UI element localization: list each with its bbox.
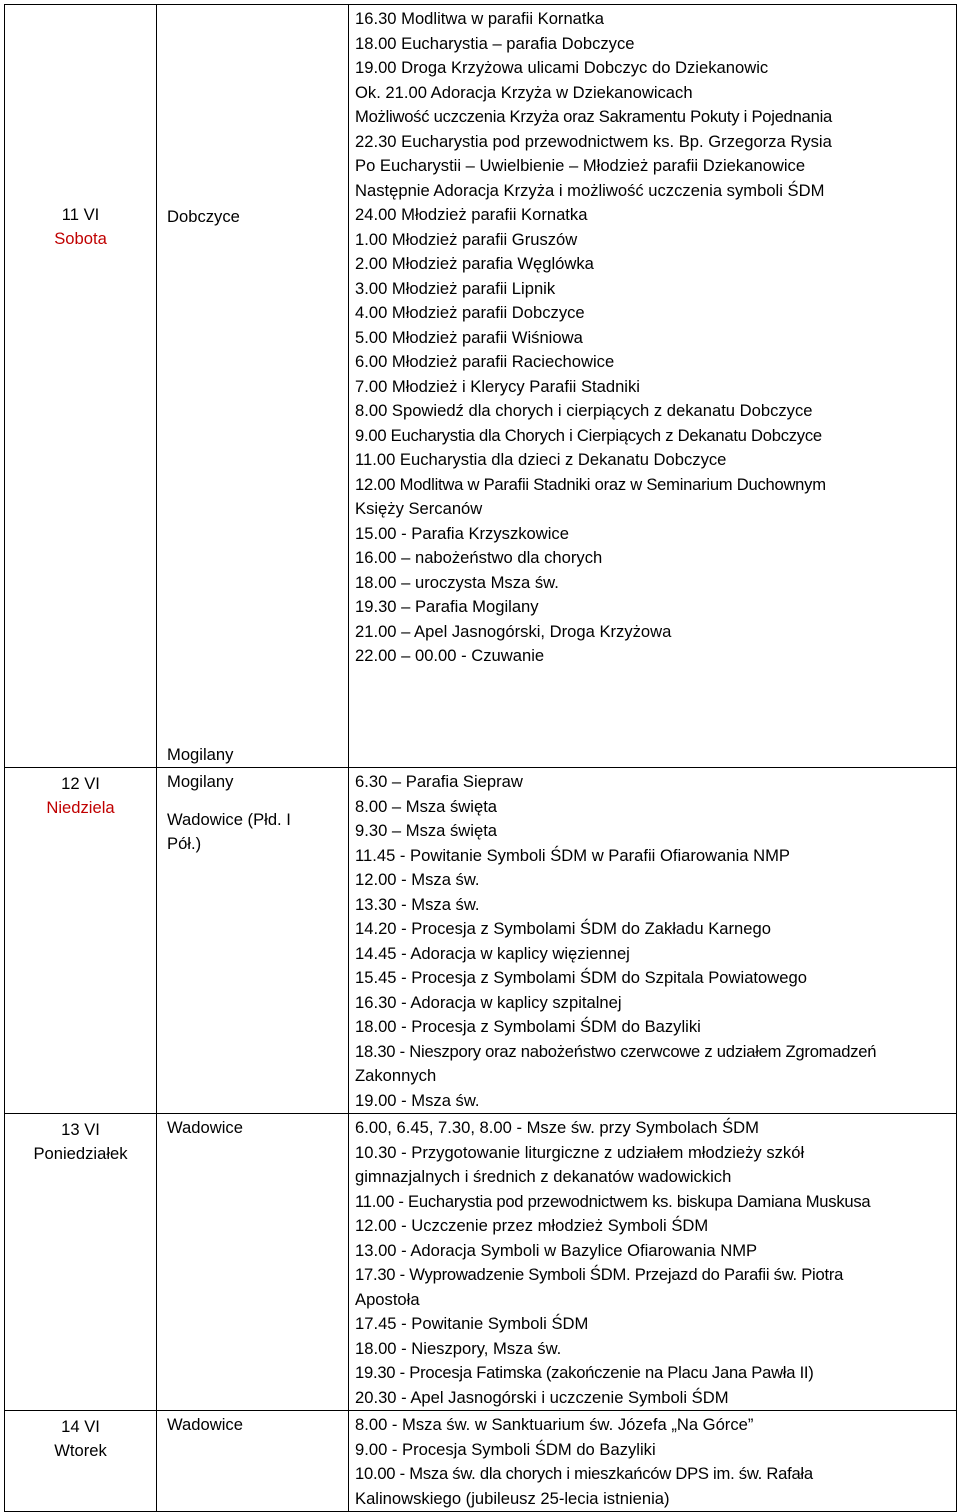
- place-name: Wadowice (Płd. I: [167, 810, 291, 829]
- event-line: 17.30 - Wyprowadzenie Symboli ŚDM. Przejazd do Parafii św. Piotra: [355, 1265, 844, 1284]
- place-name: Dobczyce: [167, 207, 240, 226]
- event-line: 5.00 Młodzież parafii Wiśniowa: [355, 327, 583, 347]
- event-line: 18.30 - Nieszpory oraz nabożeństwo czerwcowe z udziałem Zgromadzeń: [355, 1041, 877, 1061]
- place-name: Pół.): [167, 834, 202, 853]
- event-line: 21.00 – Apel Jasnogórski, Droga Krzyżowa: [355, 621, 672, 641]
- event-line: Możliwość uczczenia Krzyża oraz Sakramentu Pokuty i Pojednania: [355, 107, 833, 126]
- event-line: 15.00 - Parafia Krzyszkowice: [355, 523, 569, 543]
- day-name: Poniedziałek: [33, 1144, 128, 1163]
- event-line: 14.20 - Procesja z Symbolami ŚDM do Zakładu Karnego: [355, 919, 771, 938]
- day-row: [5, 1114, 957, 1411]
- day-date: 13 VI: [61, 1120, 100, 1139]
- event-line: 10.00 - Msza św. dla chorych i mieszkańców DPS im. św. Rafała: [355, 1464, 813, 1483]
- event-line: 11.00 - Eucharystia pod przewodnictwem ks. biskupa Damiana Muskusa: [355, 1191, 871, 1211]
- event-line: 15.45 - Procesja z Symbolami ŚDM do Szpitala Powiatowego: [355, 968, 807, 987]
- event-line: 12.00 Modlitwa w Parafii Stadniki oraz w Seminarium Duchownym: [355, 474, 826, 494]
- events-cell: [349, 1411, 957, 1512]
- event-line: 14.45 - Adoracja w kaplicy więziennej: [355, 943, 630, 963]
- events-cell: [349, 1114, 957, 1411]
- day-row: [5, 1411, 957, 1512]
- event-line: 17.45 - Powitanie Symboli ŚDM: [355, 1314, 589, 1333]
- event-line: 12.00 - Msza św.: [355, 870, 480, 889]
- day-cell: [5, 1411, 157, 1512]
- event-line: 9.00 - Procesja Symboli ŚDM do Bazyliki: [355, 1439, 656, 1459]
- place-cell: [157, 768, 349, 1114]
- place-cell: [157, 1114, 349, 1411]
- event-line: 9.00 Eucharystia dla Chorych i Cierpiących z Dekanatu Dobczyce: [355, 425, 822, 445]
- event-line: Księży Sercanów: [355, 499, 483, 518]
- event-line: 18.00 – uroczysta Msza św.: [355, 572, 559, 592]
- event-line: 19.00 - Msza św.: [355, 1090, 480, 1110]
- event-line: 19.00 Droga Krzyżowa ulicami Dobczyc do Dziekanowic: [355, 58, 769, 77]
- day-date: 11 VI: [61, 205, 100, 224]
- event-line: gimnazjalnych i średnich z dekanatów wadowickich: [355, 1167, 732, 1186]
- event-line: 8.00 – Msza święta: [355, 796, 498, 816]
- event-line: 6.30 – Parafia Siepraw: [355, 772, 523, 791]
- day-cell: [5, 1114, 157, 1411]
- event-line: 16.00 – nabożeństwo dla chorych: [355, 548, 603, 567]
- event-line: 4.00 Młodzież parafii Dobczyce: [355, 303, 585, 322]
- schedule-body: [5, 5, 957, 1512]
- day-date: 14 VI: [61, 1417, 100, 1436]
- event-line: 1.00 Młodzież parafii Gruszów: [355, 229, 578, 249]
- event-line: 6.00, 6.45, 7.30, 8.00 - Msze św. przy Symbolach ŚDM: [355, 1118, 759, 1137]
- day-cell: [5, 768, 157, 1114]
- place-name: Wadowice: [167, 1415, 243, 1434]
- day-name: Niedziela: [46, 798, 115, 817]
- event-line: 18.00 - Procesja z Symbolami ŚDM do Bazyliki: [355, 1017, 701, 1036]
- event-line: 20.30 - Apel Jasnogórski i uczczenie Symboli ŚDM: [355, 1387, 729, 1407]
- event-line: Zakonnych: [355, 1066, 437, 1085]
- schedule-table: [4, 4, 957, 1512]
- events-cell: [349, 5, 957, 768]
- event-line: Kalinowskiego (jubileusz 25-lecia istnienia): [355, 1488, 670, 1508]
- event-line: 11.45 - Powitanie Symboli ŚDM w Parafii Ofiarowania NMP: [355, 845, 790, 865]
- event-line: 18.00 - Nieszpory, Msza św.: [355, 1338, 562, 1358]
- place-cell: [157, 5, 349, 768]
- event-line: Apostoła: [355, 1289, 420, 1309]
- event-line: 3.00 Młodzież parafii Lipnik: [355, 278, 556, 298]
- event-line: 13.30 - Msza św.: [355, 894, 480, 914]
- event-line: 22.30 Eucharystia pod przewodnictwem ks. Bp. Grzegorza Rysia: [355, 131, 832, 151]
- place-name: Wadowice: [167, 1118, 243, 1137]
- event-line: 2.00 Młodzież parafia Węglówka: [355, 254, 594, 273]
- event-line: Następnie Adoracja Krzyża i możliwość uczczenia symboli ŚDM: [355, 180, 825, 200]
- day-cell: [5, 5, 157, 768]
- day-name: Sobota: [54, 229, 107, 248]
- event-line: 19.30 - Procesja Fatimska (zakończenie na Placu Jana Pawła II): [355, 1363, 814, 1382]
- event-line: 9.30 – Msza święta: [355, 821, 498, 840]
- event-line: 24.00 Młodzież parafii Kornatka: [355, 205, 588, 224]
- events-cell: [349, 768, 957, 1114]
- day-name: Wtorek: [54, 1441, 107, 1460]
- event-line: Po Eucharystii – Uwielbienie – Młodzież parafii Dziekanowice: [355, 156, 806, 175]
- event-line: 12.00 - Uczczenie przez młodzież Symboli ŚDM: [355, 1216, 709, 1235]
- event-line: 8.00 - Msza św. w Sanktuarium św. Józefa „Na Górce”: [355, 1415, 754, 1434]
- place-name: Mogilany: [167, 772, 234, 791]
- place-name: Mogilany: [167, 745, 234, 764]
- day-row: [5, 5, 957, 768]
- place-cell: [157, 1411, 349, 1512]
- day-row: [5, 768, 957, 1114]
- event-line: 11.00 Eucharystia dla dzieci z Dekanatu Dobczyce: [355, 450, 727, 469]
- day-date: 12 VI: [61, 774, 100, 793]
- event-line: 19.30 – Parafia Mogilany: [355, 597, 539, 616]
- event-line: 22.00 – 00.00 - Czuwanie: [355, 646, 545, 665]
- event-line: 16.30 - Adoracja w kaplicy szpitalnej: [355, 992, 622, 1012]
- event-line: 13.00 - Adoracja Symboli w Bazylice Ofiarowania NMP: [355, 1240, 758, 1260]
- event-line: 18.00 Eucharystia – parafia Dobczyce: [355, 33, 635, 53]
- event-line: 6.00 Młodzież parafii Raciechowice: [355, 352, 615, 371]
- event-line: 16.30 Modlitwa w parafii Kornatka: [355, 9, 605, 28]
- event-line: 10.30 - Przygotowanie liturgiczne z udziałem młodzieży szkół: [355, 1142, 805, 1162]
- event-line: 7.00 Młodzież i Klerycy Parafii Stadniki: [355, 376, 640, 396]
- event-line: Ok. 21.00 Adoracja Krzyża w Dziekanowicach: [355, 82, 693, 102]
- event-line: 8.00 Spowiedź dla chorych i cierpiących z dekanatu Dobczyce: [355, 401, 813, 420]
